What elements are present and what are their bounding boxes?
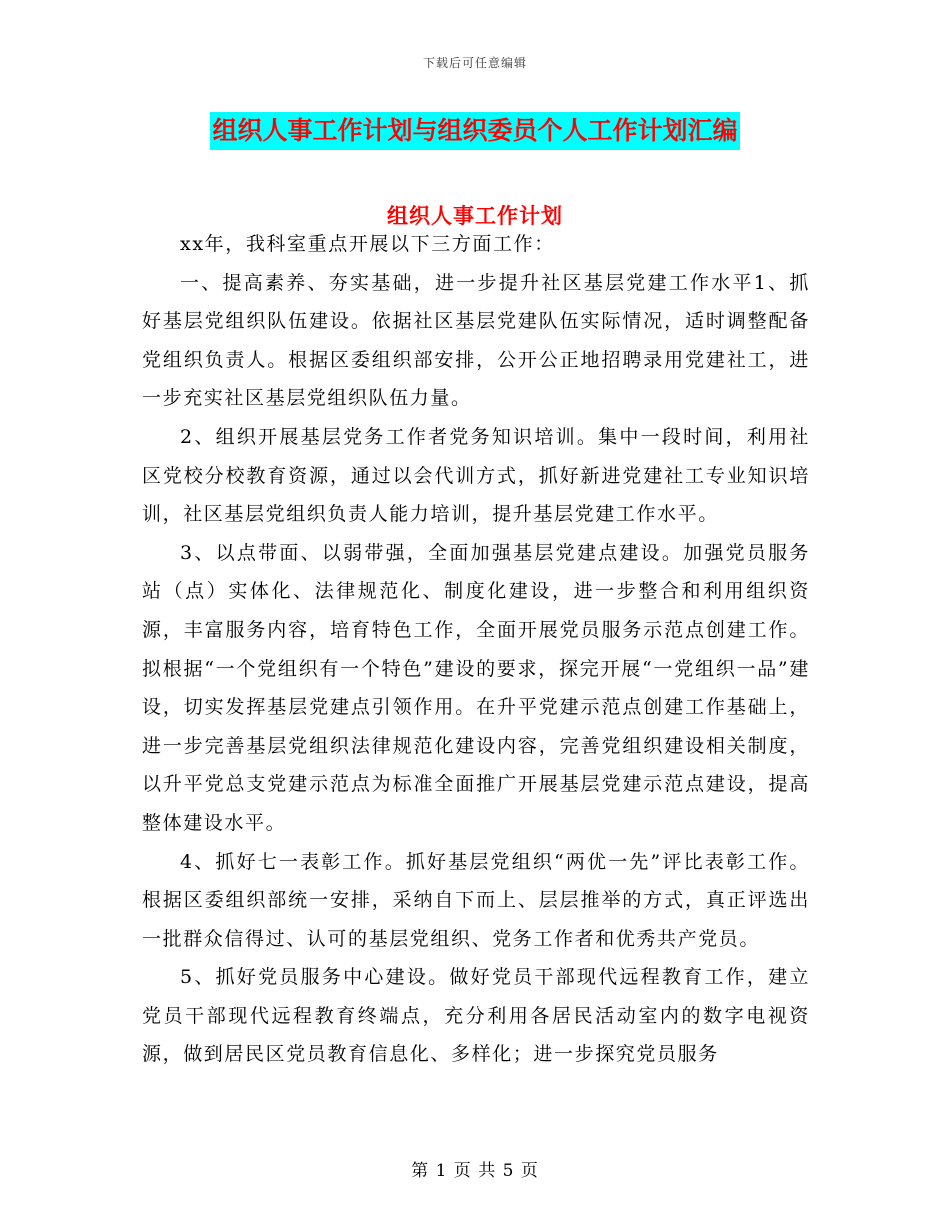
document-title-container [0, 112, 950, 150]
paragraph-2: 2、组织开展基层党务工作者党务知识培训。集中一段时间，利用社区党校分校教育资源，通过以会代训方式，抓好新进党建社工专业知识培训，社区基层党组织负责人能力培训，提升基层党建工作水平。 [142, 425, 810, 526]
header-note: 下载后可任意编辑 [422, 56, 527, 70]
document-body [142, 225, 810, 1074]
paragraph-3: 3、以点带面、以弱带强，全面加强基层党建点建设。加强党员服务站（点）实体化、法律规范化、制度化建设，进一步整合和利用组织资源，丰富服务内容，培育特色工作，全面开展党员服务示范点创建工作。拟根据“一个党组织有一个特色”建设的要求，探完开展“一党组织一品”建设，切实发挥基层党建点引领作用。在升平党建示范点创建工作基础上，进一步完善基层党组织法律规范化建设内容，完善党组织建设相关制度，以升平党总支党建示范点为标准全面推广开展基层党建示范点建设，提高整体建设水平。 [142, 541, 810, 834]
section-title: 组织人事工作计划 [387, 203, 563, 228]
paragraph-5: 5、抓好党员服务中心建设。做好党员干部现代远程教育工作，建立党员干部现代远程教育终端点，充分利用各居民活动室内的数字电视资源，做到居民区党员教育信息化、多样化；进一步探究党员服务 [142, 966, 810, 1066]
paragraph-intro: xx年，我科室重点开展以下三方面工作： [180, 233, 555, 255]
document-title: 组织人事工作计划与组织委员个人工作计划汇编 [210, 112, 739, 150]
page-number: 第 1 页 共 5 页 [411, 1161, 539, 1181]
paragraph-1: 一、提高素养、夯实基础，进一步提升社区基层党建工作水平1、抓好基层党组织队伍建设。依据社区基层党建队伍实际情况，适时调整配备党组织负责人。根据区委组织部安排，公开公正地招聘录用党建社工，进一步充实社区基层党组织队伍力量。 [142, 271, 810, 410]
paragraph-4: 4、抓好七一表彰工作。抓好基层党组织“两优一先”评比表彰工作。根据区委组织部统一安排，采纳自下而上、层层推举的方式，真正评选出一批群众信得过、认可的基层党组织、党务工作者和优秀共产党员。 [142, 850, 810, 950]
